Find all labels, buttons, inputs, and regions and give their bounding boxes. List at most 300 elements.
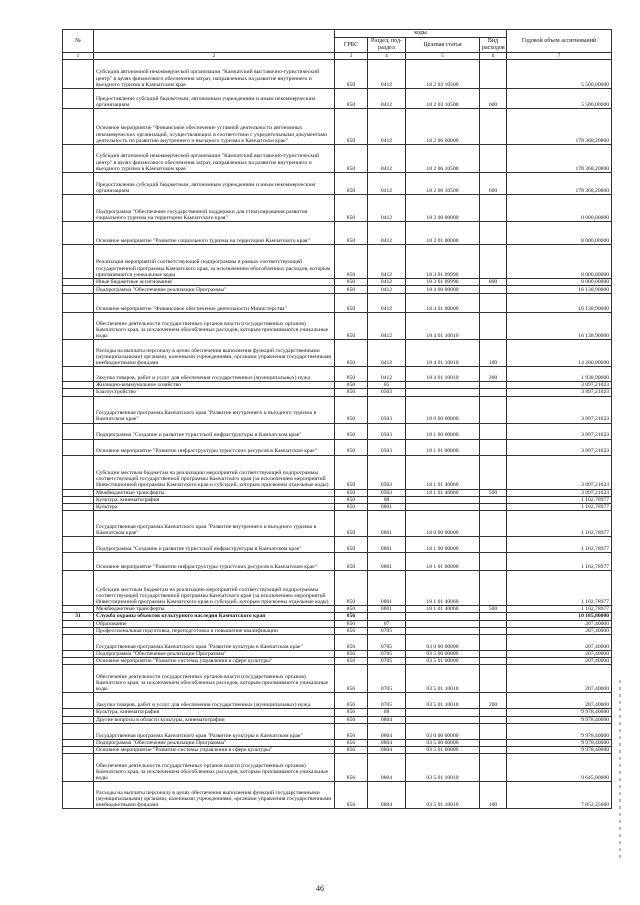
row-number	[63, 382, 94, 389]
row-amount: 5 500,00000	[507, 60, 612, 89]
row-amount: 1 938,90000	[507, 367, 612, 382]
header-target: Целевая статья	[406, 38, 480, 53]
table-row	[63, 620, 612, 627]
table-row	[63, 279, 612, 286]
row-number	[63, 89, 94, 109]
row-name: Иные бюджетные ассигнования	[94, 279, 335, 286]
row-target: 18 2 06 10500	[406, 173, 480, 195]
table-row	[63, 511, 612, 537]
row-vr	[480, 627, 507, 634]
row-target: 03 0 00 00000	[406, 723, 480, 739]
row-grbs: 856	[335, 651, 368, 658]
row-number	[63, 489, 94, 496]
row-amount: 16 138,90000	[507, 313, 612, 340]
row-amount: 1 102,78977	[507, 571, 612, 606]
row-vr	[480, 571, 507, 606]
row-grbs: 856	[335, 723, 368, 739]
row-number	[63, 313, 94, 340]
header-grbs: ГРБС	[335, 38, 368, 53]
row-vr	[480, 396, 507, 423]
row-target: 18 1 01 40060	[406, 571, 480, 606]
row-target: 03 5 01 10010	[406, 693, 480, 709]
row-name: Основное мероприятие "Развитие инфраструктуры туристских ресурсов в Камчатском крае"	[94, 439, 335, 455]
table-row	[63, 739, 612, 746]
row-number	[63, 496, 94, 503]
row-grbs: 856	[335, 754, 368, 782]
row-section: 0412	[368, 109, 406, 145]
row-target: 18 2 06 00000	[406, 109, 480, 145]
row-target	[406, 496, 480, 503]
row-number	[63, 222, 94, 245]
row-name: Субсидия автономной некоммерческой организации "Камчатский выставочно-туристический центр" в целях финансового обеспечения затрат, направленных на развитие внутреннего и въездного туризма в Камчатском крае	[94, 145, 335, 173]
row-number	[63, 145, 94, 173]
row-number	[63, 571, 94, 606]
row-grbs: 850	[335, 286, 368, 294]
row-grbs: 856	[335, 782, 368, 809]
row-grbs: 850	[335, 367, 368, 382]
row-grbs: 850	[335, 396, 368, 423]
row-number	[63, 511, 94, 537]
row-name: Культура, кинематография	[94, 496, 335, 503]
row-number	[63, 173, 94, 195]
row-section: 0705	[368, 658, 406, 665]
row-vr	[480, 455, 507, 489]
row-target	[406, 620, 480, 627]
row-vr	[480, 723, 507, 739]
row-section: 0705	[368, 693, 406, 709]
row-name: Подпрограмма "Обеспечение реализации Программы"	[94, 286, 335, 294]
row-section: 0503	[368, 396, 406, 423]
row-grbs: 850	[335, 606, 368, 613]
row-section: 0801	[368, 537, 406, 553]
table-row	[63, 423, 612, 439]
row-name: Обеспечение деятельности государственных органов власти (государственных органов) Камчатского края, за исключением обособленных расходов, которым присваиваются уникальные коды	[94, 313, 335, 340]
row-grbs: 850	[335, 279, 368, 286]
row-vr	[480, 635, 507, 651]
row-vr	[480, 389, 507, 396]
table-row	[63, 455, 612, 489]
header-codes: коды	[335, 30, 507, 38]
row-name: Основное мероприятие "Финансовое обеспечение деятельности Министерства"	[94, 294, 335, 313]
row-vr: 100	[480, 782, 507, 809]
table-row	[63, 294, 612, 313]
table-row	[63, 553, 612, 571]
row-amount: 16 138,90000	[507, 286, 612, 294]
row-section: 0705	[368, 635, 406, 651]
row-target: 18 1 00 00000	[406, 537, 480, 553]
row-vr	[480, 511, 507, 537]
row-name: Основное мероприятие "Развитие инфраструктуры туристских ресурсов в Камчатском крае"	[94, 553, 335, 571]
row-vr	[480, 60, 507, 89]
row-number	[63, 723, 94, 739]
row-section: 0503	[368, 439, 406, 455]
row-amount: 9 978,40000	[507, 739, 612, 746]
row-vr	[480, 313, 507, 340]
row-amount: 178 368,20800	[507, 173, 612, 195]
row-vr	[480, 439, 507, 455]
row-name: Межбюджетные трансферты	[94, 489, 335, 496]
row-section: 0804	[368, 723, 406, 739]
row-name: Основное мероприятие "Развитие системы управления в сфере культуры"	[94, 658, 335, 665]
row-vr	[480, 620, 507, 627]
table-body	[63, 60, 612, 809]
row-number	[63, 294, 94, 313]
row-number	[63, 245, 94, 279]
row-number	[63, 504, 94, 511]
row-grbs: 850	[335, 571, 368, 606]
row-target: 18 3 01 00000	[406, 222, 480, 245]
row-target: 18 1 01 00000	[406, 439, 480, 455]
row-section: 0804	[368, 716, 406, 723]
row-name: Культура, кинематография	[94, 709, 335, 716]
header-amount: Годовой объем ассигнований	[507, 30, 612, 53]
table-row	[63, 747, 612, 754]
row-amount: 3 897,21023	[507, 489, 612, 496]
row-number	[63, 195, 94, 222]
row-amount: 207,40000	[507, 658, 612, 665]
column-number: 7	[507, 53, 612, 60]
row-name: Государственная программа Камчатского края "Развитие культуры в Камчатском крае"	[94, 723, 335, 739]
row-section: 0412	[368, 245, 406, 279]
row-grbs: 850	[335, 245, 368, 279]
row-target	[406, 709, 480, 716]
row-vr: 500	[480, 489, 507, 496]
column-number: 1	[63, 53, 94, 60]
row-target: 18 2 06 10500	[406, 145, 480, 173]
table-row	[63, 709, 612, 716]
row-amount: 8 000,00000	[507, 195, 612, 222]
row-target: 18 0 00 00000	[406, 396, 480, 423]
row-section: 0503	[368, 455, 406, 489]
table-header	[63, 30, 612, 60]
budget-table	[62, 29, 612, 809]
row-vr: 600	[480, 89, 507, 109]
header-num: №	[63, 30, 94, 53]
row-amount: 3 897,21023	[507, 382, 612, 389]
row-target: 18 3 01 09990	[406, 279, 480, 286]
table-row	[63, 627, 612, 634]
row-number	[63, 367, 94, 382]
row-target: 03 5 01 00000	[406, 658, 480, 665]
row-amount: 178 368,20800	[507, 145, 612, 173]
row-target: 18 1 01 40060	[406, 606, 480, 613]
row-vr	[480, 747, 507, 754]
row-grbs: 856	[335, 739, 368, 746]
row-amount: 207,40000	[507, 620, 612, 627]
row-amount: 3 897,21023	[507, 455, 612, 489]
row-name: Предоставление субсидий бюджетным, автономным учреждениям и иным некоммерческим организациям	[94, 173, 335, 195]
row-amount: 3 897,21023	[507, 389, 612, 396]
row-name: Культура	[94, 504, 335, 511]
row-grbs: 856	[335, 658, 368, 665]
row-vr	[480, 716, 507, 723]
row-name: Предоставление субсидий бюджетным, автономным учреждениям и иным некоммерческим организациям	[94, 89, 335, 109]
row-target: 03 5 01 00000	[406, 747, 480, 754]
row-grbs: 850	[335, 313, 368, 340]
row-name: Жилищно-коммунальное хозяйство	[94, 382, 335, 389]
row-number	[63, 747, 94, 754]
row-grbs: 856	[335, 620, 368, 627]
row-section: 0804	[368, 782, 406, 809]
row-amount: 5 500,00000	[507, 89, 612, 109]
row-vr	[480, 658, 507, 665]
row-section: 0801	[368, 571, 406, 606]
row-name: Служба охраны объектов культурного наследия Камчатского края	[94, 613, 335, 620]
row-grbs: 856	[335, 716, 368, 723]
row-grbs: 856	[335, 613, 368, 620]
row-number	[63, 455, 94, 489]
row-number	[63, 754, 94, 782]
row-vr	[480, 553, 507, 571]
header-name	[94, 30, 335, 53]
row-section: 0801	[368, 606, 406, 613]
row-section: 08	[368, 709, 406, 716]
row-amount: 10 185,80000	[507, 613, 612, 620]
table-row	[63, 613, 612, 620]
table-row	[63, 382, 612, 389]
row-grbs: 850	[335, 389, 368, 396]
row-name: Основное мероприятие "Развитие социального туризма на территории Камчатского края"	[94, 222, 335, 245]
row-vr	[480, 423, 507, 439]
table-row	[63, 693, 612, 709]
table-row	[63, 389, 612, 396]
row-number	[63, 635, 94, 651]
row-number	[63, 606, 94, 613]
row-vr	[480, 504, 507, 511]
row-name: Реализация мероприятий соответствующей подпрограммы в рамках соответствующей государственной программы Камчатского края, за исключением обособленных расходов, которым присваиваются уникальные коды	[94, 245, 335, 279]
row-number	[63, 60, 94, 89]
row-grbs: 850	[335, 109, 368, 145]
row-vr: 500	[480, 606, 507, 613]
row-target: 18 1 01 00000	[406, 553, 480, 571]
row-name: Образование	[94, 620, 335, 627]
row-target: 18 0 00 00000	[406, 511, 480, 537]
row-section: 0804	[368, 747, 406, 754]
row-section: 0412	[368, 173, 406, 195]
row-section: 0412	[368, 60, 406, 89]
row-amount: 9 978,40000	[507, 716, 612, 723]
row-section: 05	[368, 382, 406, 389]
row-vr	[480, 754, 507, 782]
row-amount: 3 897,21023	[507, 423, 612, 439]
row-name: Государственная программа Камчатского края "Развитие внутреннего и въездного туризма в Камчатском крае"	[94, 396, 335, 423]
row-section: 0412	[368, 145, 406, 173]
row-name: Обеспечение деятельности государственных органов власти (государственных органов) Камчатского края, за исключением обособленных расходов, которым присваиваются уникальные коды	[94, 665, 335, 693]
row-name: Подпрограмма "Обеспечение государственной поддержки для стимулирования развития социального туризма на территории Камчатского края"	[94, 195, 335, 222]
row-section: 0412	[368, 222, 406, 245]
row-number	[63, 389, 94, 396]
table-row	[63, 396, 612, 423]
row-section: 0804	[368, 754, 406, 782]
row-grbs: 850	[335, 340, 368, 367]
row-vr	[480, 286, 507, 294]
row-name: Подпрограмма "Обеспечение реализации Программы"	[94, 651, 335, 658]
row-grbs: 850	[335, 496, 368, 503]
row-amount: 1 102,78977	[507, 606, 612, 613]
table-row	[63, 340, 612, 367]
row-vr: 200	[480, 693, 507, 709]
row-target: 18 2 03 10500	[406, 89, 480, 109]
row-target	[406, 613, 480, 620]
column-number: 3	[335, 53, 368, 60]
row-grbs: 856	[335, 747, 368, 754]
row-section: 0705	[368, 665, 406, 693]
row-section: 0412	[368, 294, 406, 313]
row-vr	[480, 537, 507, 553]
row-vr	[480, 294, 507, 313]
row-target: 18 3 00 00000	[406, 195, 480, 222]
table-row	[63, 651, 612, 658]
row-amount: 14 200,00000	[507, 340, 612, 367]
row-grbs: 850	[335, 382, 368, 389]
row-target: 03 5 00 00000	[406, 739, 480, 746]
row-target: 18 4 01 10010	[406, 313, 480, 340]
row-vr	[480, 665, 507, 693]
row-grbs: 850	[335, 173, 368, 195]
row-amount: 9 978,40000	[507, 747, 612, 754]
row-amount: 207,40000	[507, 665, 612, 693]
table-row	[63, 635, 612, 651]
row-name: Субсидия автономной некоммерческой организации "Камчатский выставочно-туристический центр" в целях финансового обеспечения затрат, направленных на развитие внутреннего и въездного туризма в Камчатском крае	[94, 60, 335, 89]
row-number	[63, 782, 94, 809]
row-number	[63, 109, 94, 145]
row-amount: 7 852,25000	[507, 782, 612, 809]
row-amount: 8 000,00000	[507, 222, 612, 245]
row-grbs: 850	[335, 439, 368, 455]
row-amount: 207,40000	[507, 635, 612, 651]
table-row	[63, 606, 612, 613]
table-row	[63, 245, 612, 279]
row-section: 0503	[368, 489, 406, 496]
row-grbs: 850	[335, 89, 368, 109]
table-row	[63, 195, 612, 222]
row-target: 03 0 00 00000	[406, 635, 480, 651]
row-amount: 8 000,00000	[507, 245, 612, 279]
row-vr: 200	[480, 367, 507, 382]
row-number	[63, 439, 94, 455]
row-number: 31	[63, 613, 94, 620]
row-target: 03 5 01 10010	[406, 782, 480, 809]
row-section: 07	[368, 620, 406, 627]
row-vr	[480, 109, 507, 145]
row-amount: 1 102,78977	[507, 496, 612, 503]
column-number: 6	[480, 53, 507, 60]
row-grbs: 850	[335, 60, 368, 89]
row-grbs: 850	[335, 145, 368, 173]
row-target: 03 5 00 00000	[406, 651, 480, 658]
row-name: Закупка товаров, работ и услуг для обеспечения государственных (муниципальных) нужд	[94, 693, 335, 709]
row-name: Расходы на выплаты персоналу в целях обеспечения выполнения функций государственными (муниципальными) органами, казенными учреждениями, органами управления государственными внебюджетными фондами	[94, 782, 335, 809]
row-section: 0804	[368, 739, 406, 746]
table-row	[63, 716, 612, 723]
row-vr	[480, 651, 507, 658]
row-name: Подпрограмма "Обеспечение реализации Программы"	[94, 739, 335, 746]
column-number: 4	[368, 53, 406, 60]
row-number	[63, 693, 94, 709]
row-name: Подпрограмма "Создание и развитие туристской инфраструктуры в Камчатском крае"	[94, 537, 335, 553]
page-number: 46	[316, 884, 324, 893]
row-amount: 9 978,40000	[507, 709, 612, 716]
row-name: Государственная программа Камчатского края "Развитие культуры в Камчатском крае"	[94, 635, 335, 651]
row-section: 0412	[368, 195, 406, 222]
row-amount: 16 138,90000	[507, 294, 612, 313]
row-section: 0503	[368, 423, 406, 439]
row-number	[63, 423, 94, 439]
row-section: 0801	[368, 553, 406, 571]
row-name: Основное мероприятие "Развитие системы управления в сфере культуры"	[94, 747, 335, 754]
row-section: 0412	[368, 286, 406, 294]
table-row	[63, 222, 612, 245]
row-number	[63, 620, 94, 627]
table-row	[63, 537, 612, 553]
row-amount: 9 645,00000	[507, 754, 612, 782]
row-vr	[480, 739, 507, 746]
row-section: 0503	[368, 389, 406, 396]
row-number	[63, 627, 94, 634]
row-section: 0412	[368, 367, 406, 382]
row-section: 0412	[368, 340, 406, 367]
row-grbs: 850	[335, 537, 368, 553]
row-grbs: 850	[335, 511, 368, 537]
row-grbs: 850	[335, 423, 368, 439]
row-grbs: 850	[335, 504, 368, 511]
table-row	[63, 313, 612, 340]
row-amount: 1 102,78977	[507, 504, 612, 511]
row-name: Благоустройство	[94, 389, 335, 396]
table-row	[63, 723, 612, 739]
row-section: 0705	[368, 651, 406, 658]
table-row	[63, 89, 612, 109]
row-amount: 207,40000	[507, 627, 612, 634]
row-target: 18 1 00 00000	[406, 423, 480, 439]
row-amount: 3 897,21023	[507, 439, 612, 455]
row-target	[406, 382, 480, 389]
row-target: 18 3 01 09990	[406, 245, 480, 279]
column-number-row	[63, 53, 612, 60]
table-row	[63, 367, 612, 382]
table-row	[63, 665, 612, 693]
row-name: Межбюджетные трансферты	[94, 606, 335, 613]
row-target: 03 5 01 10010	[406, 754, 480, 782]
row-name: Субсидии местным бюджетам на реализацию мероприятий соответствующей подпрограммы соответствующей государственной программы Камчатского края (за исключением мероприятий Инвестиционной программы Камчатского края и субсидий, которым присвоены отдельные коды)	[94, 571, 335, 606]
row-target	[406, 627, 480, 634]
row-target: 18 1 01 40060	[406, 489, 480, 496]
row-vr: 100	[480, 340, 507, 367]
row-section	[368, 613, 406, 620]
table-row	[63, 504, 612, 511]
row-target	[406, 389, 480, 396]
row-vr	[480, 382, 507, 389]
row-amount: 9 978,40000	[507, 723, 612, 739]
table-row	[63, 109, 612, 145]
row-number	[63, 279, 94, 286]
table-row	[63, 173, 612, 195]
row-amount: 8 000,00000	[507, 279, 612, 286]
column-number: 2	[94, 53, 335, 60]
row-amount: 1 102,78977	[507, 553, 612, 571]
header-vr: Вид расходов	[480, 38, 507, 53]
row-vr: 600	[480, 173, 507, 195]
row-target: 18 4 00 00000	[406, 286, 480, 294]
row-number	[63, 537, 94, 553]
row-number	[63, 716, 94, 723]
row-target: 18 4 01 10010	[406, 340, 480, 367]
row-grbs: 850	[335, 294, 368, 313]
row-grbs: 850	[335, 195, 368, 222]
row-number	[63, 651, 94, 658]
row-name: Закупка товаров, работ и услуг для обеспечения государственных (муниципальных) нужд	[94, 367, 335, 382]
row-grbs: 856	[335, 627, 368, 634]
